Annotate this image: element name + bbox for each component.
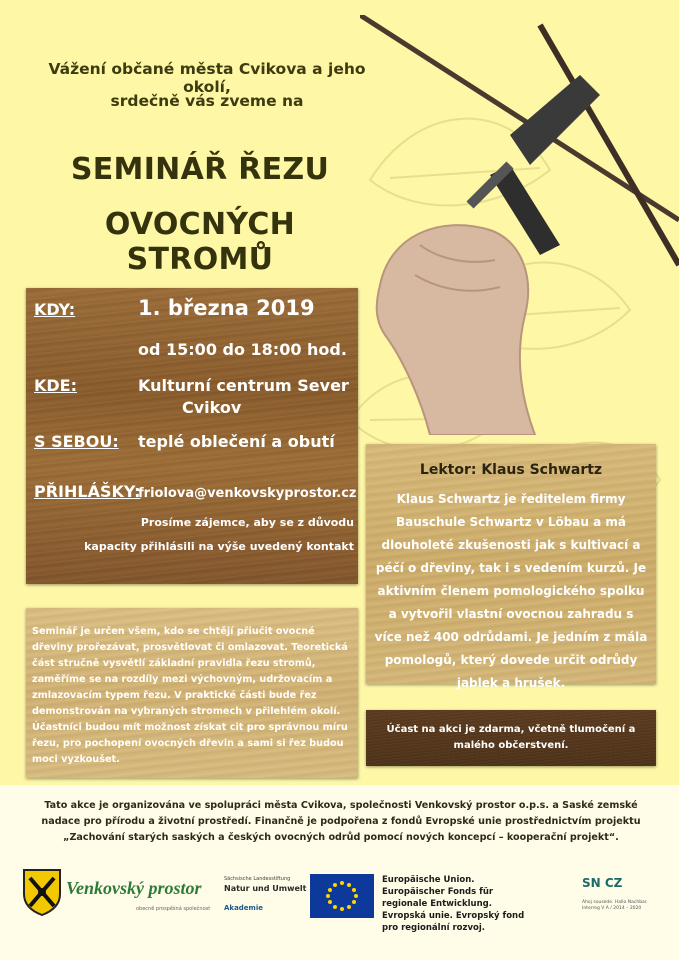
title-line-2: OVOCNÝCH STROMŮ	[104, 207, 296, 277]
natur-logo-akademie: Akademie	[224, 904, 263, 912]
eu-funding-text: Europäische Union. Europäischer Fonds für regionale Entwicklung. Evropská unie. Evropský fond pro regionální rozvoj.	[382, 875, 525, 933]
bring-value: teplé oblečení a obutí	[138, 432, 335, 451]
register-label: PŘIHLÁŠKY:	[34, 482, 141, 501]
place-line-1: Kulturní centrum Sever	[138, 376, 349, 395]
description-panel	[26, 608, 358, 778]
venkov-logo-subtext: obecně prospěšná společnost	[136, 906, 211, 912]
event-time: od 15:00 do 18:00 hod.	[138, 340, 347, 359]
natur-logo-small: Sächsische Landesstiftung	[224, 876, 291, 882]
pruning-shears-icon	[360, 15, 679, 435]
when-label: KDY:	[34, 300, 76, 319]
bring-label: S SEBOU:	[34, 432, 119, 451]
place-line-2: Cvikov	[182, 398, 242, 417]
register-note-line-1: Prosíme zájemce, aby se z důvodu	[140, 516, 354, 529]
sncz-logo-text: SN CZ	[582, 876, 623, 890]
free-note-panel	[366, 710, 656, 766]
title-line-1: SEMINÁŘ ŘEZU	[70, 152, 330, 187]
natur-logo-main: Natur und Umwelt	[224, 884, 307, 893]
register-email-link[interactable]: friolova@venkovskyprostor.cz	[138, 486, 357, 501]
info-panel	[26, 288, 358, 584]
natur-umwelt-logo	[224, 874, 312, 918]
description-text: Seminář je určen všem, kdo se chtějí přiučit ovocné dřeviny prořezávat, prosvětlovat či omlazovat. Teoretická část stručně vysvětlí základní pravidla řezu stromů, zaměříme se na rozdíly mezi výchovným, udržovacím a zmlazovacím typem řezu. V praktické části bude řez demonstrován na vybraných stromech v přilehlém okolí. Účastníci budou mít možnost získat cit pro správnou míru řezu, pro pochopení ovocných dřevin a sami si řez budou moci vyzkoušet.	[32, 626, 348, 765]
where-label: KDE:	[34, 376, 78, 395]
lektor-bio: Klaus Schwartz je ředitelem firmy Bauschule Schwartz v Löbau a má dlouholeté zkušenosti jak s kultivací a péčí o dřeviny, tak i s vedením kurzů. Je aktivním členem pomologického spolku a vytvořil vlastní ovocnou zahradu s více než 400 odrůdami. Je jedním z mála pomologů, který dovede určit odrůdy jablek a hrušek.	[374, 492, 648, 690]
eu-flag-icon	[310, 874, 374, 918]
sncz-logo	[582, 874, 662, 924]
logos-bar	[0, 862, 679, 960]
footer-text: Tato akce je organizována ve spolupráci města Cvikova, společnosti Venkovský prostor o.p.s. a Saské zemské nadace pro přírodu a životní prostředí. Finančně je podpořena z fondů Evropské unie prostřednictvím projektu „Zachování starých saských a českých ovocných odrůd pomocí nových koncepcí – kooperační projekt“.	[41, 800, 641, 843]
venkov-logo-text: Venkovský prostor	[66, 878, 202, 898]
lektor-heading: Lektor: Klaus Schwartz	[419, 462, 603, 478]
register-note-line-2: kapacity přihlásili na výše uvedený kontakt	[84, 540, 354, 553]
cvikov-coat-of-arms-icon	[22, 868, 62, 916]
free-note-text: Účast na akci je zdarma, včetně tlumočení a malého občerstvení.	[386, 724, 636, 751]
greeting-line-1: Vážení občané města Cvikova a jeho okolí,	[48, 60, 366, 96]
sncz-logo-small: Ahoj sousede. Hallo Nachbar. Interreg V A / 2014 – 2020	[582, 900, 648, 911]
greeting-line-2: srdečně vás zveme na	[110, 92, 304, 110]
event-date: 1. března 2019	[138, 296, 315, 320]
venkovsky-prostor-logo	[66, 874, 211, 918]
lektor-panel	[366, 444, 656, 690]
